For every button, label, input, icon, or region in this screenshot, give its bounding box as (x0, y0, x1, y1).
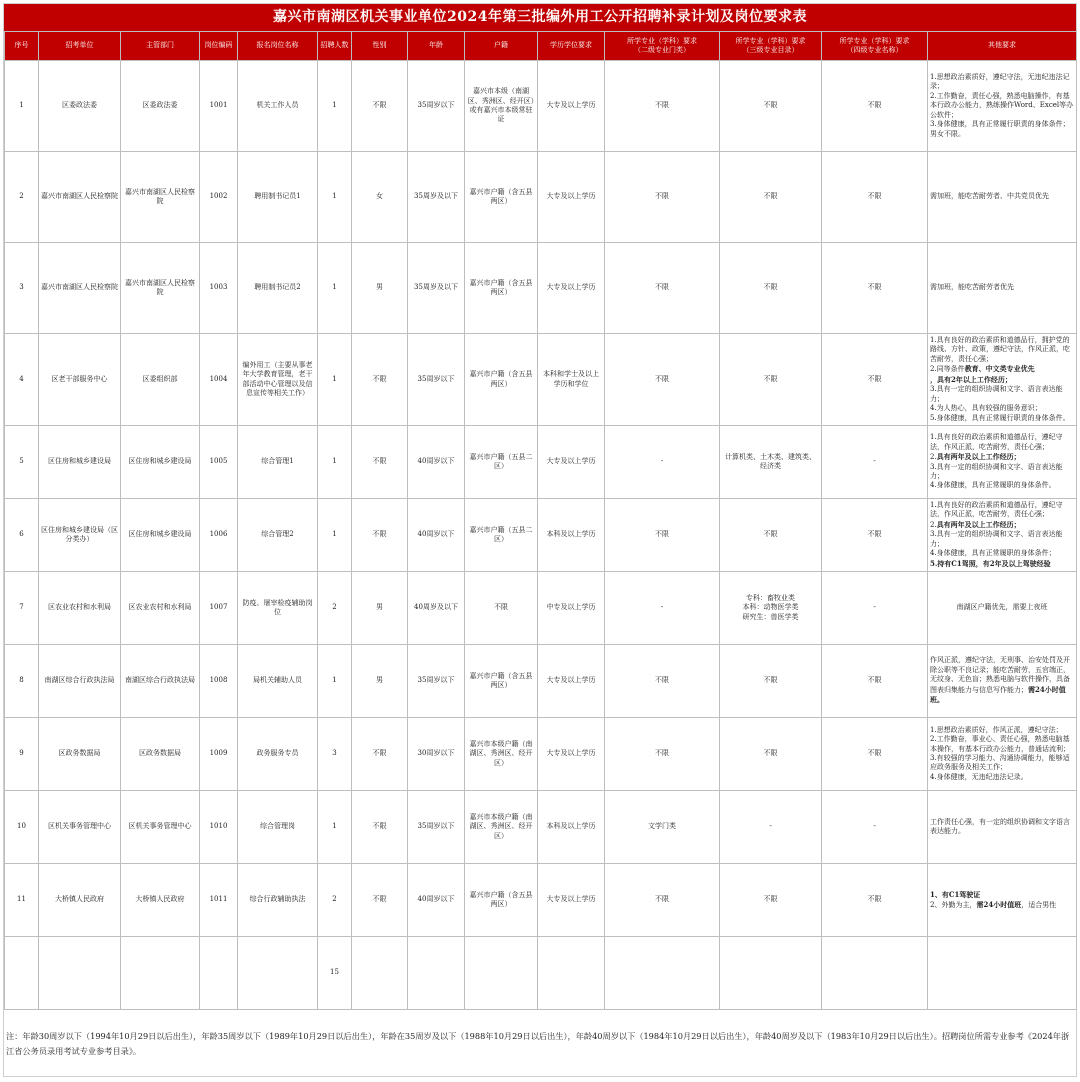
supervising-dept: 区委组织部 (121, 334, 200, 426)
requirement-line (930, 336, 1074, 364)
requirement-text: 1.具有良好的政治素质和道德品行，遵纪守法，作风正派，吃苦耐劳，责任心强； (930, 500, 1063, 519)
age-requirement: 40周岁以下 (408, 499, 465, 572)
age-requirement: 35周岁及以下 (408, 152, 465, 243)
major-level3: 不限 (720, 864, 822, 937)
requirement-text: 4.身体健康，具有正常履职的身体条件； (930, 549, 1056, 558)
major-level3: 不限 (720, 499, 822, 572)
post-name: 编外用工（主要从事老年大学教育管理，老干部活动中心管理以及信息宣传等相关工作） (238, 334, 318, 426)
hiring-count: 1 (318, 61, 352, 152)
major-level3: 计算机类、土木类、建筑类、经济类 (720, 426, 822, 499)
major-level4: - (822, 572, 928, 645)
supervising-dept: 南湖区综合行政执法局 (121, 645, 200, 718)
post-name: 综合管理1 (238, 426, 318, 499)
other-requirements (928, 61, 1077, 152)
supervising-dept: 大桥镇人民政府 (121, 864, 200, 937)
age-requirement: 40周岁以下 (408, 426, 465, 499)
requirement-text: ，具有2年以上工作经历； (930, 374, 1012, 384)
empty-cell (465, 937, 538, 1010)
age-requirement: 40周岁以下 (408, 864, 465, 937)
requirement-line (930, 549, 1074, 558)
requirement-line (930, 501, 1074, 520)
empty-cell (928, 937, 1077, 1010)
requirement-text: 2. (930, 520, 937, 529)
hukou-requirement: 不限 (465, 572, 538, 645)
requirement-text: 3.具有一定的组织协调和文字、语言表达能力； (930, 385, 1063, 403)
requirement-line (930, 559, 1074, 569)
other-requirements (928, 499, 1077, 572)
post-code: 1002 (200, 152, 238, 243)
gender: 不限 (352, 864, 408, 937)
requirement-line (930, 754, 1074, 773)
major-level4: 不限 (822, 61, 928, 152)
requirement-line (930, 773, 1074, 782)
hukou-requirement: 嘉兴市本级户籍（南湖区、秀洲区、经开区） (465, 791, 538, 864)
major-level4: 不限 (822, 645, 928, 718)
column-header: 招考单位 (39, 32, 121, 61)
empty-cell (238, 937, 318, 1010)
age-requirement: 35周岁以下 (408, 791, 465, 864)
header-row (5, 32, 1077, 61)
hukou-requirement: 嘉兴市户籍（五县二区） (465, 499, 538, 572)
row-number: 8 (5, 645, 39, 718)
hiring-count: 1 (318, 243, 352, 334)
post-code: 1010 (200, 791, 238, 864)
education-requirement: 中专及以上学历 (538, 572, 605, 645)
education-requirement: 本科及以上学历 (538, 499, 605, 572)
requirement-line (930, 520, 1074, 530)
other-requirements (928, 718, 1077, 791)
major-level2: 不限 (605, 61, 720, 152)
hiring-count: 2 (318, 572, 352, 645)
requirement-line (930, 656, 1074, 705)
major-level3: 不限 (720, 645, 822, 718)
hukou-requirement: 嘉兴市本级（南湖区、秀洲区、经开区）或有嘉兴市本级常驻证 (465, 61, 538, 152)
gender: 女 (352, 152, 408, 243)
post-name: 政务服务专员 (238, 718, 318, 791)
empty-cell (121, 937, 200, 1010)
education-requirement: 大专及以上学历 (538, 864, 605, 937)
education-requirement: 大专及以上学历 (538, 426, 605, 499)
gender: 男 (352, 243, 408, 334)
gender: 不限 (352, 426, 408, 499)
hiring-count: 1 (318, 152, 352, 243)
supervising-dept: 区政务数据局 (121, 718, 200, 791)
column-header: 性别 (352, 32, 408, 61)
requirement-line (930, 404, 1074, 413)
hiring-unit: 区委政法委 (39, 61, 121, 152)
supervising-dept: 区机关事务管理中心 (121, 791, 200, 864)
empty-cell (822, 937, 928, 1010)
major-level2: - (605, 572, 720, 645)
education-requirement: 大专及以上学历 (538, 61, 605, 152)
requirement-text: 1.具有良好的政治素质和道德品行，遵纪守法，作风正派，吃苦耐劳，责任心强； (930, 433, 1063, 451)
major-level2: 不限 (605, 499, 720, 572)
major-level4: 不限 (822, 499, 928, 572)
requirement-text: 3.具有一定的组织协调和文字、语言表达能力； (930, 462, 1063, 480)
requirement-text: 2.同等条件 (930, 365, 965, 374)
major-level2: 不限 (605, 718, 720, 791)
hiring-count: 3 (318, 718, 352, 791)
requirement-line (930, 530, 1074, 549)
requirement-text: 作风正派，遵纪守法，无刑事、治安处罚及开除公职等不良记录；能吃苦耐劳，五官端正，无纹身、无色盲；熟悉电脑与软件操作，具备图表归集能力与信息写作能力； (930, 656, 1070, 694)
other-requirements (928, 572, 1077, 645)
requirement-line (930, 890, 1074, 900)
row-number: 10 (5, 791, 39, 864)
table-row (5, 499, 1077, 572)
empty-cell (200, 937, 238, 1010)
requirement-text: 1、有C1驾驶证 (930, 889, 981, 899)
major-level3: 不限 (720, 152, 822, 243)
row-number: 7 (5, 572, 39, 645)
post-code: 1001 (200, 61, 238, 152)
table-row (5, 334, 1077, 426)
table-row (5, 61, 1077, 152)
total-count: 15 (318, 937, 352, 1010)
age-requirement: 35周岁及以下 (408, 243, 465, 334)
recruitment-sheet (3, 3, 1077, 1077)
total-row (5, 937, 1077, 1010)
post-code: 1009 (200, 718, 238, 791)
post-name: 聘用制书记员2 (238, 243, 318, 334)
major-level4: 不限 (822, 334, 928, 426)
post-name: 聘用制书记员1 (238, 152, 318, 243)
post-code: 1004 (200, 334, 238, 426)
major-level3: 专科：畜牧业类 本科：动物医学类 研究生：兽医学类 (720, 572, 822, 645)
post-name: 防疫、屠宰检疫辅助岗位 (238, 572, 318, 645)
empty-cell (39, 937, 121, 1010)
requirement-line (930, 481, 1074, 490)
major-level2: 不限 (605, 864, 720, 937)
column-header: 其他要求 (928, 32, 1077, 61)
requirement-text: 5.持有C1驾照，有2年及以上驾驶经验 (930, 558, 1051, 568)
requirement-text: 2.工作勤奋，事业心、责任心强，熟悉电脑基本操作，有基本行政办公能力，普通话流利； (930, 735, 1070, 753)
education-requirement: 大专及以上学历 (538, 645, 605, 718)
major-level2: 不限 (605, 334, 720, 426)
major-level3: 不限 (720, 243, 822, 334)
hiring-unit: 南湖区综合行政执法局 (39, 645, 121, 718)
table-body (5, 61, 1077, 1010)
requirement-text: 需加班，能吃苦耐劳者、中共党员优先 (930, 192, 1049, 201)
requirement-emphasis: 教育、中文类专业优先 (964, 364, 1035, 374)
supervising-dept: 区委政法委 (121, 61, 200, 152)
post-code: 1003 (200, 243, 238, 334)
requirement-line (930, 385, 1074, 404)
empty-cell (538, 937, 605, 1010)
table-row (5, 572, 1077, 645)
table-row (5, 152, 1077, 243)
requirement-text: 1.思想政治素质好，作风正派，遵纪守法； (930, 725, 1063, 734)
age-requirement: 30周岁以下 (408, 718, 465, 791)
hiring-count: 1 (318, 499, 352, 572)
post-code: 1006 (200, 499, 238, 572)
row-number: 11 (5, 864, 39, 937)
other-requirements (928, 426, 1077, 499)
requirement-text: 3.有较强的学习能力、沟通协调能力，能够适应政务服务及相关工作； (930, 754, 1070, 772)
gender: 男 (352, 572, 408, 645)
age-requirement: 35周岁以下 (408, 645, 465, 718)
table-row (5, 718, 1077, 791)
supervising-dept: 区住房和城乡建设局 (121, 426, 200, 499)
requirement-line (930, 120, 1074, 129)
hiring-unit: 嘉兴市南湖区人民检察院 (39, 152, 121, 243)
requirement-line (930, 73, 1074, 92)
major-level4: - (822, 791, 928, 864)
column-header: 户籍 (465, 32, 538, 61)
requirement-emphasis: 需24小时值班 (976, 900, 1022, 909)
requirement-text: 南湖区户籍优先，需要上夜班 (956, 603, 1048, 612)
requirement-text: 2.工作勤奋，责任心强，熟悉电脑操作，有基本行政办公能力，熟练操作Word、Excel等办公软件； (930, 91, 1074, 119)
major-level4: 不限 (822, 718, 928, 791)
gender: 不限 (352, 61, 408, 152)
major-level3: 不限 (720, 61, 822, 152)
requirement-text: 1.具有良好的政治素质和道德品行，拥护党的路线、方针、政策，遵纪守法，作风正派，吃苦耐劳，责任心强； (930, 336, 1070, 363)
major-level3: 不限 (720, 718, 822, 791)
row-number: 2 (5, 152, 39, 243)
hiring-count: 2 (318, 864, 352, 937)
hukou-requirement: 嘉兴市户籍（含五县两区） (465, 152, 538, 243)
column-header: 年龄 (408, 32, 465, 61)
column-header: 学历学位要求 (538, 32, 605, 61)
requirement-line (930, 452, 1074, 462)
hukou-requirement: 嘉兴市户籍（含五县两区） (465, 645, 538, 718)
requirement-line (930, 726, 1074, 735)
requirement-line (930, 364, 1074, 374)
major-level2: 文学门类 (605, 791, 720, 864)
row-number: 6 (5, 499, 39, 572)
post-name: 局机关辅助人员 (238, 645, 318, 718)
requirement-text: 5.身体健康，具有正常履行职责的身体条件。 (930, 413, 1070, 422)
supervising-dept: 区农业农村和水利局 (121, 572, 200, 645)
post-code: 1008 (200, 645, 238, 718)
requirement-text: 3.身体健康，具有正常履行职责的身体条件； (930, 120, 1070, 129)
other-requirements (928, 152, 1077, 243)
hiring-unit: 区老干部服务中心 (39, 334, 121, 426)
hukou-requirement: 嘉兴市本级户籍（南湖区、秀洲区、经开区） (465, 718, 538, 791)
empty-cell (720, 937, 822, 1010)
post-code: 1005 (200, 426, 238, 499)
requirement-text: 4.为人热心，具有较强的服务意识； (930, 404, 1042, 413)
empty-cell (605, 937, 720, 1010)
row-number: 3 (5, 243, 39, 334)
table-row (5, 243, 1077, 334)
requirement-line (930, 433, 1074, 452)
education-requirement: 本科及以上学历 (538, 791, 605, 864)
column-header: 所学专业（学科）要求 （四级专业名称） (822, 32, 928, 61)
recruitment-table (4, 31, 1077, 1010)
post-name: 机关工作人员 (238, 61, 318, 152)
hiring-unit: 区住房和城乡建设局 (39, 426, 121, 499)
requirement-line (930, 900, 1074, 910)
education-requirement: 大专及以上学历 (538, 243, 605, 334)
column-header: 序号 (5, 32, 39, 61)
gender: 不限 (352, 499, 408, 572)
requirement-line (930, 130, 1074, 139)
requirement-line (930, 375, 1074, 385)
row-number: 5 (5, 426, 39, 499)
requirement-line (930, 818, 1074, 837)
requirement-text: 3.具有一定的组织协调和文字、语言表达能力； (930, 530, 1063, 548)
requirement-emphasis: 具有两年及以上工作经历； (936, 519, 1021, 529)
requirement-line (930, 463, 1074, 482)
hiring-count: 1 (318, 645, 352, 718)
other-requirements (928, 864, 1077, 937)
supervising-dept: 嘉兴市南湖区人民检察院 (121, 243, 200, 334)
requirement-line (930, 92, 1074, 120)
row-number: 1 (5, 61, 39, 152)
requirement-line (930, 283, 1074, 292)
major-level2: 不限 (605, 152, 720, 243)
hukou-requirement: 嘉兴市户籍（含五县两区） (465, 334, 538, 426)
major-level4: 不限 (822, 864, 928, 937)
education-requirement: 大专及以上学历 (538, 152, 605, 243)
requirement-text: 需加班，能吃苦耐劳者优先 (930, 283, 1014, 292)
hiring-unit: 嘉兴市南湖区人民检察院 (39, 243, 121, 334)
major-level3: 不限 (720, 334, 822, 426)
column-header: 岗位编码 (200, 32, 238, 61)
requirement-line (930, 603, 1074, 612)
requirement-emphasis: 具有两年及以上工作经历； (936, 452, 1021, 462)
gender: 不限 (352, 718, 408, 791)
requirement-emphasis: 需24小时值班。 (930, 684, 1066, 705)
hiring-unit: 区住房和城乡建设局（区分类办） (39, 499, 121, 572)
requirement-text: ，适合男性 (1021, 901, 1057, 909)
hukou-requirement: 嘉兴市户籍（五县二区） (465, 426, 538, 499)
major-level2: 不限 (605, 243, 720, 334)
requirement-line (930, 192, 1074, 201)
requirement-text: 4.身体健康，无违纪违法记录。 (930, 772, 1028, 781)
requirement-text: 工作责任心强，有一定的组织协调和文字语言表达能力。 (930, 817, 1070, 835)
post-name: 综合行政辅助执法 (238, 864, 318, 937)
age-requirement: 40周岁及以下 (408, 572, 465, 645)
row-number: 9 (5, 718, 39, 791)
major-level2: - (605, 426, 720, 499)
major-level4: 不限 (822, 243, 928, 334)
hiring-count: 1 (318, 791, 352, 864)
column-header: 所学专业（学科）要求 （二级专业门类） (605, 32, 720, 61)
empty-cell (408, 937, 465, 1010)
row-number: 4 (5, 334, 39, 426)
gender: 不限 (352, 791, 408, 864)
table-row (5, 426, 1077, 499)
requirement-text: 4.身体健康，具有正常履职的身体条件。 (930, 481, 1056, 490)
column-header: 所学专业（学科）要求 （三级专业目录） (720, 32, 822, 61)
supervising-dept: 嘉兴市南湖区人民检察院 (121, 152, 200, 243)
hiring-unit: 区机关事务管理中心 (39, 791, 121, 864)
table-row (5, 864, 1077, 937)
requirement-text: 男女不限。 (930, 129, 965, 138)
hiring-unit: 区政务数据局 (39, 718, 121, 791)
requirement-line (930, 735, 1074, 754)
education-requirement: 大专及以上学历 (538, 718, 605, 791)
page-title: 嘉兴市南湖区机关事业单位2024年第三批编外用工公开招聘补录计划及岗位要求表 (4, 4, 1076, 31)
empty-cell (352, 937, 408, 1010)
requirement-text: 2、外勤为主， (930, 901, 977, 909)
major-level3: - (720, 791, 822, 864)
major-level4: - (822, 426, 928, 499)
requirement-text: 2. (930, 453, 937, 462)
requirement-text: 1.思想政治素质好，遵纪守法，无违纪违法记录； (930, 72, 1070, 91)
footnote: 注：年龄30周岁以下（1994年10月29日以后出生），年龄35周岁以下（1989年10月29日以后出生），年龄在35周岁及以下（1988年10月29日以后出生），年龄40周岁以下（1984年10月29日以后出生），年龄40周岁及以下（1983年10月29日以后出生）。招聘岗位所需专业参考《2024年浙江省公务员录用考试专业参考目录》。 (6, 1031, 1070, 1056)
gender: 不限 (352, 334, 408, 426)
other-requirements (928, 334, 1077, 426)
other-requirements (928, 645, 1077, 718)
age-requirement: 35周岁以下 (408, 334, 465, 426)
requirement-line (930, 414, 1074, 423)
major-level2: 不限 (605, 645, 720, 718)
hiring-count: 1 (318, 334, 352, 426)
column-header: 报名岗位名称 (238, 32, 318, 61)
hukou-requirement: 嘉兴市户籍（含五县两区） (465, 243, 538, 334)
supervising-dept: 区住房和城乡建设局 (121, 499, 200, 572)
post-code: 1007 (200, 572, 238, 645)
other-requirements (928, 243, 1077, 334)
table-row (5, 645, 1077, 718)
post-code: 1011 (200, 864, 238, 937)
post-name: 综合管理岗 (238, 791, 318, 864)
post-name: 综合管理2 (238, 499, 318, 572)
hiring-unit: 大桥镇人民政府 (39, 864, 121, 937)
other-requirements (928, 791, 1077, 864)
column-header: 招聘人数 (318, 32, 352, 61)
major-level4: 不限 (822, 152, 928, 243)
column-header: 主管部门 (121, 32, 200, 61)
hiring-count: 1 (318, 426, 352, 499)
empty-cell (5, 937, 39, 1010)
gender: 男 (352, 645, 408, 718)
age-requirement: 35周岁以下 (408, 61, 465, 152)
hiring-unit: 区农业农村和水利局 (39, 572, 121, 645)
hukou-requirement: 嘉兴市户籍（含五县两区） (465, 864, 538, 937)
education-requirement: 本科和学士及以上学历和学位 (538, 334, 605, 426)
table-row (5, 791, 1077, 864)
